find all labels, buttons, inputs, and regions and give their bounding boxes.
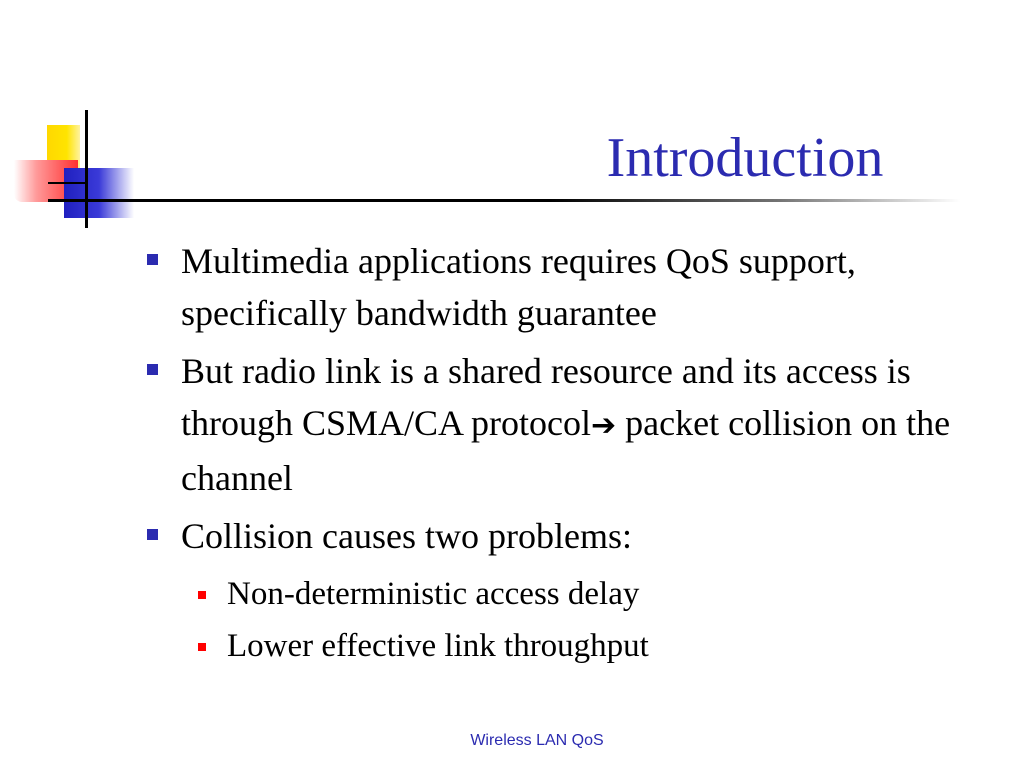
sub-bullet-item bbox=[143, 620, 973, 672]
bullet-list bbox=[143, 235, 973, 672]
bullet-item bbox=[143, 510, 973, 562]
sub-bullet-text: Lower effective link throughput bbox=[227, 628, 649, 664]
red-square-bullet-icon bbox=[198, 591, 206, 599]
blue-square-decoration bbox=[64, 168, 134, 218]
bullet-text: Multimedia applications requires QoS support, specifically bandwidth guarantee bbox=[181, 241, 856, 333]
bullet-text-continued: packet collision on the channel bbox=[181, 403, 951, 498]
sub-bullet-item bbox=[143, 568, 973, 620]
slide-title-text: Introduction bbox=[606, 127, 884, 189]
corner-logo-decoration bbox=[0, 0, 160, 240]
bullet-text: Collision causes two problems: bbox=[181, 516, 632, 556]
right-arrow-icon: ➔ bbox=[591, 408, 617, 443]
vertical-line-decoration bbox=[85, 110, 88, 228]
short-line-decoration bbox=[48, 182, 88, 184]
red-square-bullet-icon bbox=[198, 643, 206, 651]
bullet-text: But radio link is a shared resource and its access is through CSMA/CA protocol bbox=[181, 351, 911, 443]
bullet-item bbox=[143, 345, 973, 504]
slide-title bbox=[180, 122, 950, 194]
title-underline-rule bbox=[48, 199, 960, 202]
blue-square-bullet-icon bbox=[147, 254, 158, 265]
blue-square-bullet-icon bbox=[147, 529, 158, 540]
slide-footer: Wireless LAN QoS bbox=[470, 732, 604, 749]
bullet-item bbox=[143, 235, 973, 339]
blue-square-bullet-icon bbox=[147, 364, 158, 375]
sub-bullet-text: Non-deterministic access delay bbox=[227, 576, 640, 612]
